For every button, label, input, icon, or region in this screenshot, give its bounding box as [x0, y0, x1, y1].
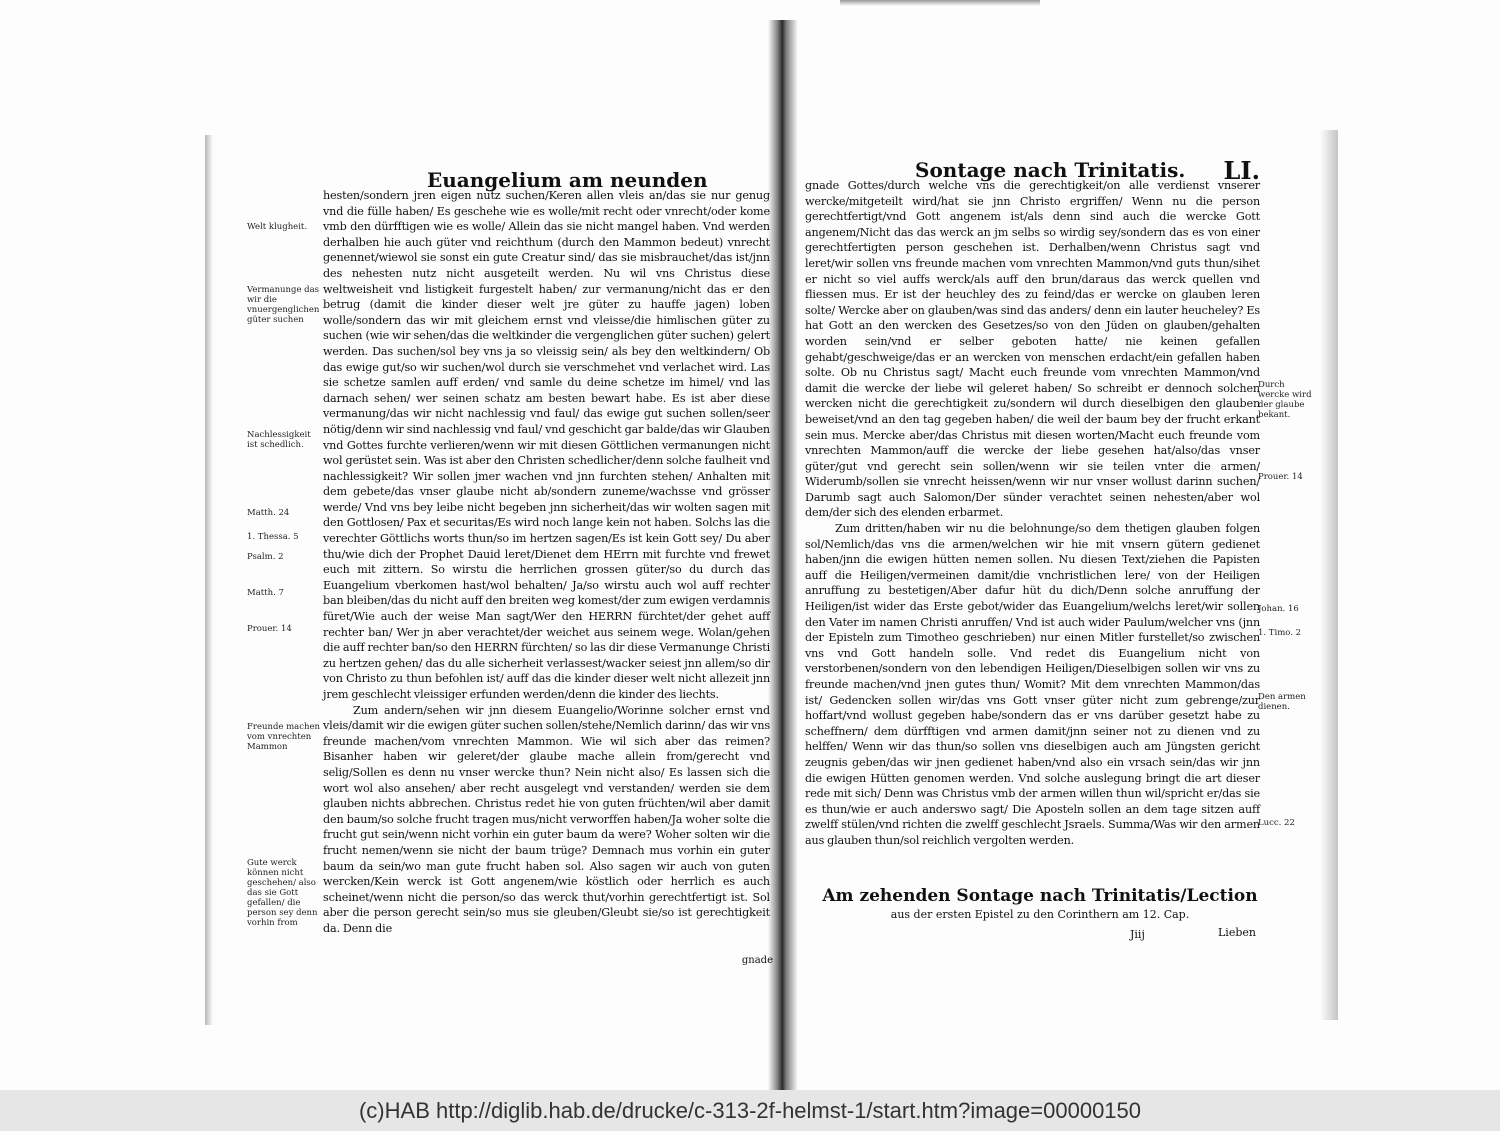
lection-subheading: aus der ersten Epistel zu den Corinthern am 12. Cap.: [890, 908, 1190, 921]
margin-note: Den armen dienen.: [1258, 692, 1306, 712]
signature-mark: Jiij: [1130, 928, 1145, 941]
left-page-edge: [205, 135, 213, 1025]
margin-note: Matth. 24: [247, 508, 290, 518]
margin-note: Welt klugheit.: [247, 222, 308, 232]
right-body-text: [805, 178, 1260, 849]
lection-heading: Am zehenden Sontage nach Trinitatis/Lection: [822, 886, 1258, 906]
page-edge: [840, 0, 1040, 6]
margin-note: Matth. 7: [247, 588, 284, 598]
margin-note: Durch wercke wird der glaube bekant.: [1258, 380, 1312, 420]
paragraph: Zum andern/sehen wir jnn diesem Euangelio/Worinne solcher ernst vnd vleis/damit wir die ewigen güter suchen sollen/stehe/Nemlich darinn/ das wir vns freunde machen/vom vnrechten Mammon. Wie wil sich aber das reimen? Bisanher haben wir geleret/der glaube mache allein from/gerecht vnd selig/Sollen es denn nu vnser wercke thun? Nein nicht also/ Es lassen sich die wort wol also ansehen/ aber recht ausgelegt vnd verstanden/ werden sie dem glauben nichts abbrechen. Christus redet hie von guten früchten/wil aber damit den baum/so solche frucht tragen mus/nicht verworffen haben/Ja woher solte die frucht gut sein/wenn nicht vorhin ein guter baum da were? Woher solten wir die frucht nemen/wenn sie nicht der baum trüge? Demnach mus vorhin ein guter baum da sein/wo man gute frucht haben sol. Also sagen wir auch von guten wercken/Kein werck ist Gott angenem/wie köstlich oder herrlich es auch scheinet/wenn nicht die person/so das werck thut/vorhin gerechtfertigt ist. Sol aber die person gerecht sein/so mus sie gleuben/Gleubt sie/so ist gerechtigkeit da. Denn die: [323, 703, 770, 935]
catchword: Lieben: [1218, 926, 1256, 939]
left-page: [215, 160, 775, 990]
catchword: gnade: [741, 955, 773, 966]
margin-note: Freunde machen vom vnrechten Mammon: [247, 722, 320, 752]
footer-credit: (c)HAB http://diglib.hab.de/drucke/c-313-2f-helmst-1/start.htm?image=00000150: [358, 1098, 1142, 1123]
margin-note: 1. Thessa. 5: [247, 532, 299, 542]
margin-note: Gute werck können nicht geschehen/ also das sie Gott gefallen/ die person sey denn vorhin from: [247, 858, 318, 928]
margin-note: Psalm. 2: [247, 552, 284, 562]
margin-note: Nachlessigkeit ist schedlich.: [247, 430, 311, 450]
margin-note: Johan. 16: [1258, 604, 1299, 614]
margin-note: Prouer. 14: [1258, 472, 1303, 482]
right-page: [800, 150, 1320, 990]
paragraph: hesten/sondern jren eigen nutz suchen/Keren allen vleis an/das sie nur genug vnd die fülle haben/ Es geschehe wie es wolle/mit recht oder vnrecht/oder kome vmb den dürfftigen wie es wolle/ Allein das sie nicht mangel haben. Vnd werden derhalben hie auch güter vnd reichthum (durch den Mammon bedeut) vnrecht genennet/wiewol sie sonst ein gute Creatur sind/ das sie misbrauchet/das ist/jnn des nehesten nutz nicht ausgeteilt werden. Nu wil vns Christus diese weltweisheit vnd listigkeit furgestelt haben/ zur vermanung/nicht das er den betrug (damit die kinder dieser welt jre güter zu hauffe jagen) loben wolle/sondern das wir mit gleichem ernst vnd vleisse/die himlischen güter zu suchen (wie wir sehen/das die weltkinder die vergenglichen güter suchen) gelert werden. Das suchen/sol bey vns ja so vleissig sein/ als bey den weltkindern/ Ob das ewige gut/so wir suchen/wol durch sie verschmehet vnd verlachet wird. Las sie schetze samlen auff erden/ vnd samle du deine schetze im himel/ vnd las darnach sehen/ wer seinen schatz am besten bewart habe. Es ist aber diese vermanung/das wir nicht nachlessig vnd faul/ das ewige gut suchen sollen/seer nötig/denn wir sind nachlessig vnd faul/ vnd geschicht gar balde/das wir Glauben vnd Gottes furchte verlieren/wenn wir mit diesen Göttlichen vermanungen nicht wol gerüstet sein. Was ist aber den Christen schedlicher/denn solche faulheit vnd nachlessigkeit? Wir sollen jmer wachen vnd jnn furchten stehen/ Anhalten mit dem gebete/das vnser glaube nicht ab/sondern zuneme/wachsse vnd grösser werde/ Vnd vns bey leibe nicht begeben jnn sicherheit/das wir wolten sagen mit den Gottlosen/ Pax et securitas/Es wird noch lange kein not haben. Solchs las die verechter Göttlichs worts thun/so im hertzen sagen/Es ist kein Gott sey/ Du aber thu/wie dich der Prophet Dauid leret/Dienet dem HErrn mit furchte vnd frewet euch mit zittern. So wirstu die herrlichen grossen güter/so du durch das Euangelium vberkomen hast/wol behalten/ Ja/so wirstu auch wol auff rechter ban bleiben/das du nicht auff den breiten weg komest/der zum ewigen verdamnis füret/Wie auch der weise Man sagt/Wer den HERRN fürchtet/der gehet auff rechter ban/ Wer jn aber verachtet/der weichet aus seinem wege. Wolan/gehen die auff rechter ban/so den HERRN fürchten/ so las dir diese Vermanunge Christi zu hertzen gehen/ das du alle sicherheit verlassest/wacker seiest jnn allem/so dir von Christo zu thun befohlen ist/ auff das die kinder dieser welt nicht allezeit jnn jrem geschlecht vleissiger erfunden werden/denn die kinder des liechts.: [323, 189, 770, 701]
margin-note: Prouer. 14: [247, 624, 292, 634]
margin-note: 1. Timo. 2: [1258, 628, 1302, 638]
left-running-head: Euangelium am neunden: [427, 168, 708, 192]
margin-note: Lucc. 22: [1258, 818, 1295, 828]
left-body-text: [323, 188, 770, 937]
right-running-head: Sontage nach Trinitatis.: [915, 158, 1186, 182]
folio-number: LI.: [1223, 156, 1260, 185]
margin-note: Vermanunge das wir die vnuergenglichen güter suchen: [247, 285, 320, 325]
paragraph: Zum dritten/haben wir nu die belohnunge/so dem thetigen glauben folgen sol/Nemlich/das vns die armen/welchen wir hie mit vnsern gütern gedienet haben/jnn die ewigen hütten nemen sollen. Nu diesen Text/ziehen die Papisten auff die Heiligen/vermeinen damit/die vnchristlichen lere/ von der Heiligen anruffung zu bestetigen/Aber dafur hüt du dich/Denn solche anruffung der Heiligen/ist wider das Erste gebot/wider das Euangelium/welchs leret/wir sollen den Vater im namen Christi anruffen/ Vnd ist auch wider Paulum/welcher vns (jnn der Episteln zum Timotheo geschrieben) nur einen Mitler furstellet/so zwischen vns vnd Gott handeln solle. Vnd redet dis Euangelium nicht von verstorbenen/sondern von den lebendigen Heiligen/Dieselbigen sollen wir vns zu freunde machen/vnd jnen gutes thun/ Womit? Mit dem vnrechten Mammon/das ist/ Gedencken sollen wir/das vns Gott vnser güter nicht zum gebrenge/zur hoffart/vnd wollust gegeben habe/sondern das er vns darüber gesetzt habe zu scheffnern/ dem dürfftigen vnd armen damit/jnn seiner not zu dienen vnd zu helffen/ Wenn wir das thun/so sollen vns dieselbigen auch am Jüngsten gericht zeugnis geben/das wir jnen gedienet haben/vnd also ein vrsach sein/das wir jnn die ewigen Hütten genomen werden. Vnd solche auslegung bringt die art dieser rede mit sich/ Denn was Christus vmb der armen willen thun wil/spricht er/das sie es thun/wie er auch anderswo sagt/ Die Aposteln sollen an dem tage sitzen auff zwelff stülen/vnd richten die zwelff geschlecht Jsraels. Summa/Was wir den armen aus glauben thun/sol reichlich vergolten werden.: [805, 522, 1260, 847]
right-page-edge: [1320, 130, 1338, 1020]
paragraph: gnade Gottes/durch welche vns die gerechtigkeit/on alle verdienst vnserer wercke/mitgeteilt wird/hat sie jnn Christo ergriffen/ Wenn nu die person gerechtfertigt/vnd Gott angenem ist/als denn sind auch die wercke Gott angenem/Nicht das das werck an jm selbs so wirdig sey/sondern das es von einer gerechtfertigten person geschehen ist. Derhalben/wenn Christus sagt vnd leret/wir sollen vns freunde machen vom vnrechten Mammon/vnd guts thun/sihet er nicht so viel auffs werck/als auff den brun/daraus das werck quellen vnd fliessen mus. Er ist der heuchley des zu feind/das er wercke on glauben leren solte/ Wercke aber on glauben/was sind das anders/ denn ein lauter heucheley? Es hat Gott an den wercken des Gesetzes/so von den Jüden on glauben/gehalten worden sein/vnd er selber geboten hatte/ nie keinen gefallen gehabt/geschweige/das er an wercken von menschen erdacht/ein gefallen haben solte. Ob nu Christus sagt/ Macht euch freunde vom vnrechten Mammon/vnd damit die wercke der liebe wil geleret haben/ So schreibt er dennoch solchen wercken nicht die gerechtigkeit zu/sondern wil durch dieselbigen den glauben beweiset/vnd an den tag gegeben haben/ die weil der baum bey der frucht erkant sein mus. Mercke aber/das Christus mit diesen worten/Macht euch freunde vom vnrechten Mammon/auff die wercke der liebe gesehen hat/also/das vnser güter/gut vnd gerecht sein sollen/wenn wir sie teilen vnter die armen/ Widerumb/sollen sie vnrecht heissen/wenn wir nur vnser wollust darinn suchen/ Darumb sagt auch Salomon/Der sünder verachtet seinen nehesten/aber wol dem/der sich des elenden erbarmet.: [805, 179, 1260, 520]
